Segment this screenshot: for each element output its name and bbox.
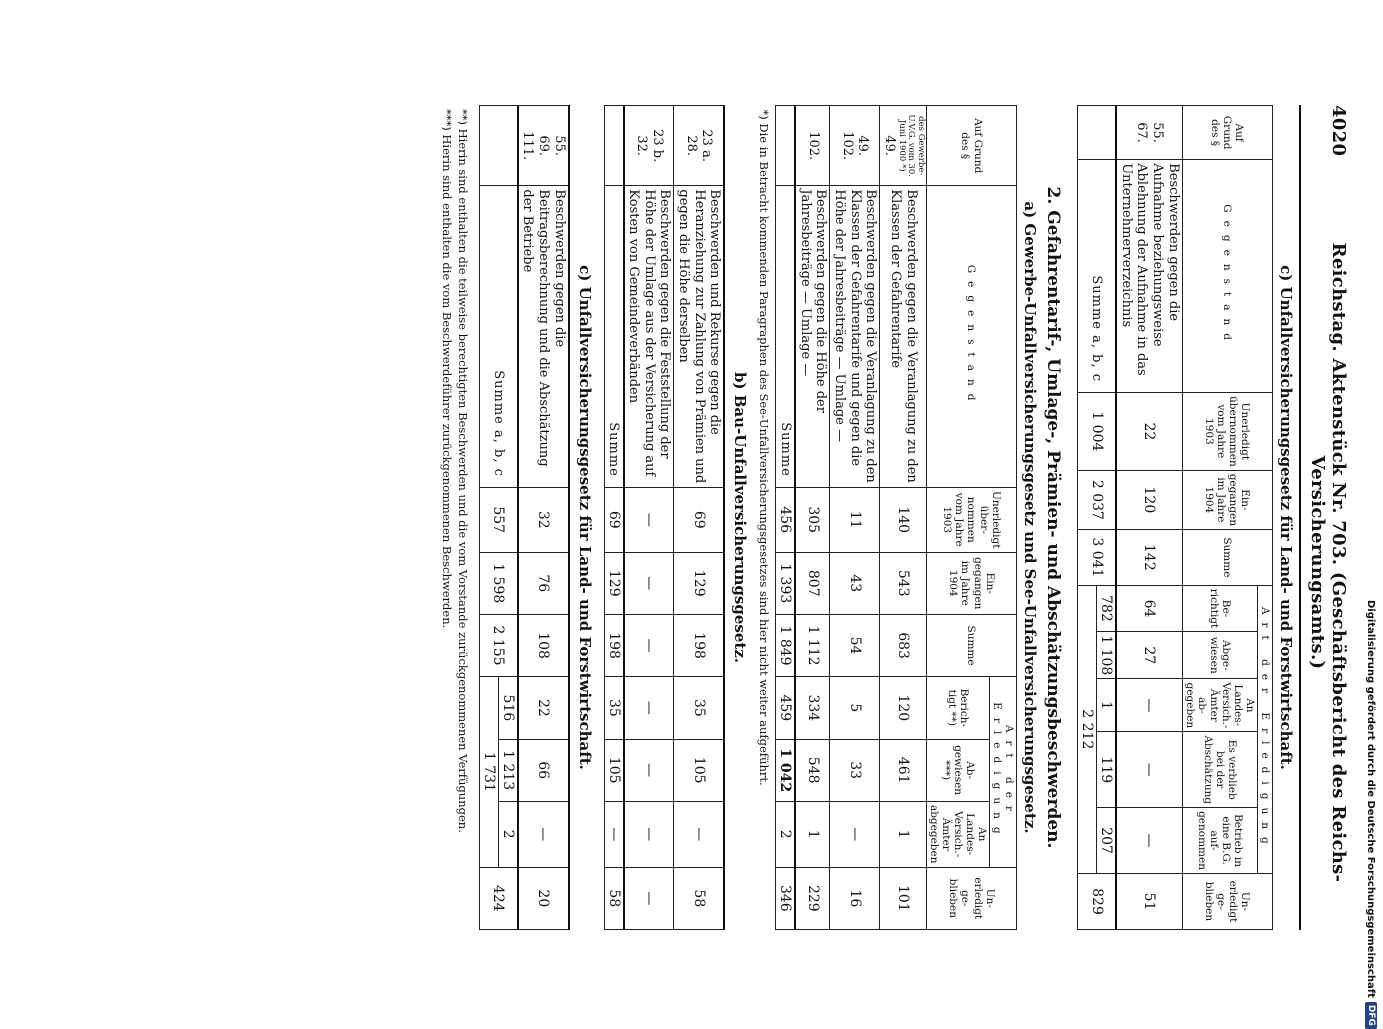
sum-landes: — (604, 801, 624, 867)
row-paragraph: 102. (795, 106, 830, 186)
header-rule (1299, 105, 1301, 930)
sum-summe: 198 (604, 614, 624, 676)
sum-label: Summe a, b, c (1078, 160, 1117, 393)
row-unerledigt: 32 (518, 487, 569, 552)
footnote-2star: **) Hierin sind enthalten die teilweise berechtigten Beschwerden und die vom Vorstande zurückgenommenen Verfügungen. (455, 109, 470, 833)
sum-unerledigt-end: 424 (479, 867, 518, 929)
row-unerledigt: 22 (1116, 393, 1182, 471)
row-subject: Beschwerden und Rekurse gegen die Heranziehung zur Zahlung von Prämien und gegen die Höhe derselben (674, 186, 724, 487)
row-eingegangen: 76 (518, 552, 569, 614)
row-summe: 198 (674, 614, 724, 676)
s2-col-unerledigt: Unerledigt über-nommen vom Jahre 1903 (926, 487, 1016, 552)
section2-heading: 2. Gefahrentarif-, Umlage-, Prämien- und Abschätzungsbeschwerden. (1043, 186, 1064, 849)
row-paragraph-note: des Gewerbe-U.V.G. vom 30. Juni 1900 *) (897, 114, 926, 177)
sum-eingegangen: 2 037 (1078, 470, 1117, 529)
row-unerledigt-end: 51 (1116, 873, 1182, 929)
row-berichtigt: 5 (830, 677, 880, 739)
sum-combined: 1 731 (479, 677, 498, 867)
row-paragraph: 23 b. 32. (624, 106, 674, 186)
row-abgewiesen: 548 (795, 739, 830, 801)
col-eingegangen: Ein-gegangen im Jahre 1904 (1182, 470, 1272, 529)
row-summe: 683 (880, 614, 927, 676)
sum-summe: 3 041 (1078, 530, 1117, 586)
row-abgewiesen: 461 (880, 739, 927, 801)
row-landes: — (518, 801, 569, 867)
sum-row-abc (498, 106, 518, 930)
row-subject: Beschwerden gegen die Beitragsberechnung und die Abschätzung der Betriebe (518, 186, 569, 487)
row-eingegangen: 543 (880, 552, 927, 614)
row-landes: — (674, 801, 724, 867)
row-eingegangen: 807 (795, 552, 830, 614)
row-unerledigt: 69 (674, 487, 724, 552)
table-row (880, 106, 927, 930)
row-abgewiesen: — (624, 739, 674, 801)
col-summe: Summe (1182, 530, 1272, 586)
sum-landes: 2 (776, 801, 796, 867)
s2-col-summe: Summe (926, 614, 1016, 676)
row-unerledigt: 140 (880, 487, 927, 552)
table-row (674, 106, 724, 930)
digitization-credit (1362, 0, 1380, 1026)
sum-betrieb: 207 (1097, 808, 1117, 874)
sum-combined: 2 212 (1078, 585, 1097, 873)
sum-summe: 1 849 (776, 614, 796, 676)
sum-abgewiesen: 1 108 (1097, 632, 1117, 679)
running-header (1307, 105, 1349, 930)
s2-col-group-art: Art der Erledigung (990, 677, 1017, 867)
sum-label: Summe (604, 186, 624, 487)
row-subject: Beschwerden gegen die Veranlagung zu den Klassen der Gefahrentarife (880, 186, 927, 487)
row-paragraph: 23 a. 28. (674, 106, 724, 186)
row-eingegangen: 120 (1116, 470, 1182, 529)
row-landes: — (624, 801, 674, 867)
row-unerledigt-end: — (624, 867, 674, 929)
col-unerledigt-end: Un-erledigt ge-blieben (1182, 873, 1272, 929)
header-title: Reichstag. Aktenstück Nr. 703. (Geschäftsbericht des Reichs-Versicherungsamts.) (1307, 242, 1349, 883)
sum-verblieb: 119 (1097, 732, 1117, 808)
sum-row-a (776, 106, 796, 930)
sum-unerledigt: 1 004 (1078, 393, 1117, 471)
row-berichtigt: 64 (1116, 585, 1182, 632)
sum-eingegangen: 1 393 (776, 552, 796, 614)
col-paragraph: Auf Grund des § (1182, 106, 1272, 160)
sum-unerledigt-end: 346 (776, 867, 796, 929)
section2-sub-c: c) Unfallversicherungsgesetz für Land- und Forstwirtschaft. (575, 265, 594, 770)
sum-berichtigt: 35 (604, 677, 624, 739)
row-paragraph: 55. 69. 111. (518, 106, 569, 186)
section2-table (479, 105, 1017, 930)
s2-col-paragraph: Auf Grund des § (926, 106, 1016, 186)
row-paragraph (880, 106, 927, 186)
footnotes (439, 109, 471, 930)
row-landes: 1 (880, 801, 927, 867)
page-number: 4020 (1328, 105, 1349, 157)
sum-landes: 2 (498, 801, 518, 867)
row-eingegangen: 129 (674, 552, 724, 614)
col-group-art: Art der Erledigung (1257, 585, 1272, 873)
row-unerledigt-end: 101 (880, 867, 927, 929)
col-landes: An Landes-Versich.-Ämter ab-gegeben (1182, 679, 1257, 732)
row-summe: 108 (518, 614, 569, 676)
section2-sub-b: b) Bau-Unfallversicherungsgesetz. (731, 371, 750, 664)
credit-text: Digitalisierung gefördert durch die Deutsche Forschungsgemeinschaft (1365, 600, 1377, 998)
sum-landes: 1 (1097, 679, 1117, 732)
row-berichtigt: 35 (674, 677, 724, 739)
row-unerledigt-end: 16 (830, 867, 880, 929)
row-unerledigt-end: 20 (518, 867, 569, 929)
col-unerledigt: Unerledigt übernommen vom Jahre 1903 (1182, 393, 1272, 471)
row-unerledigt: — (624, 487, 674, 552)
row-landes: 1 (795, 801, 830, 867)
sum-unerledigt: 456 (776, 487, 796, 552)
sum-abgewiesen: 105 (604, 739, 624, 801)
sum-unerledigt-end: 829 (1078, 873, 1117, 929)
row-paragraph-number: 49. (881, 135, 897, 157)
table-row (1116, 106, 1182, 930)
row-verblieb: — (1116, 732, 1182, 808)
row-eingegangen: — (624, 552, 674, 614)
col-berichtigt: Be-richtigt (1182, 585, 1257, 632)
sum-row-b (604, 106, 624, 930)
sum-summe: 2 155 (479, 614, 518, 676)
row-unerledigt: 11 (830, 487, 880, 552)
col-subject: Gegenstand (1182, 160, 1272, 393)
sum-eingegangen: 129 (604, 552, 624, 614)
sum-abgewiesen: 1 213 (498, 739, 518, 801)
sum-row (1097, 106, 1117, 930)
row-berichtigt: 120 (880, 677, 927, 739)
row-subject: Beschwerden gegen die Aufnahme beziehungsweise Ablehnung der Aufnahme in das Unternehmerverzeichnis (1116, 160, 1182, 393)
row-berichtigt: 22 (518, 677, 569, 739)
table-row (518, 106, 569, 930)
sum-unerledigt: 69 (604, 487, 624, 552)
sum-unerledigt-end: 58 (604, 867, 624, 929)
footnote-star: *) Die in Betracht kommenden Paragraphen des See-Unfallversicherungsgesetzes sind hier nicht weiter aufgeführt. (757, 109, 772, 786)
row-summe: 1 112 (795, 614, 830, 676)
sum-label: Summe a, b, c (479, 186, 518, 487)
row-eingegangen: 43 (830, 552, 880, 614)
s2-col-eingegangen: Ein-gegangen im Jahre 1904 (926, 552, 1016, 614)
row-berichtigt: — (624, 677, 674, 739)
row-subject: Beschwerden gegen die Veranlagung zu den Klassen der Gefahrentarife und gegen die Höhe der Jahresbeiträge — Umlage — (830, 186, 880, 487)
col-betrieb: Betrieb in eine B.G. auf-genommen (1182, 808, 1257, 874)
s2-col-berichtigt: Berich-tigt **) (926, 677, 989, 739)
sum-berichtigt: 459 (776, 677, 796, 739)
sum-eingegangen: 1 598 (479, 552, 518, 614)
row-paragraph: 55. 67. (1116, 106, 1182, 160)
row-summe: — (624, 614, 674, 676)
sum-unerledigt: 557 (479, 487, 518, 552)
col-abgewiesen: Abge-wiesen (1182, 632, 1257, 679)
row-landes: — (1116, 679, 1182, 732)
col-verblieb: Es verblieb bei der Abschätzung (1182, 732, 1257, 808)
sum-berichtigt: 516 (498, 677, 518, 739)
s2-col-landes: An Landes-Versich.-Ämter abgegeben (926, 801, 989, 867)
table-row (795, 106, 830, 930)
sum-label: Summe (776, 186, 796, 487)
section2-sub-a: a) Gewerbe-Unfallversicherungsgesetz und See-Unfallversicherungsgesetz. (1021, 201, 1040, 834)
row-abgewiesen: 66 (518, 739, 569, 801)
row-paragraph: 49. 102. (830, 106, 880, 186)
row-summe: 54 (830, 614, 880, 676)
top-section-heading: c) Unfallversicherungsgesetz für Land- und Forstwirtschaft. (1277, 265, 1295, 770)
table-row (624, 106, 674, 930)
s2-col-unerledigt-end: Un-erledigt ge-blieben (926, 867, 1016, 929)
row-abgewiesen: 33 (830, 739, 880, 801)
sum-berichtigt: 782 (1097, 585, 1117, 632)
row-summe: 142 (1116, 530, 1182, 586)
dfg-logo: DFG (1365, 1002, 1377, 1029)
row-abgewiesen: 27 (1116, 632, 1182, 679)
s2-col-subject: Gegenstand (926, 186, 1016, 487)
row-unerledigt-end: 229 (795, 867, 830, 929)
row-subject: Beschwerden gegen die Feststellung der Höhe der Umlage aus der Versicherung auf Kosten von Gemeindeverbänden (624, 186, 674, 487)
top-section-table (1077, 105, 1273, 930)
footnote-3star: ***) Hierin sind enthalten die vom Beschwerdeführer zurückgenommenen Beschwerden. (439, 109, 454, 629)
row-berichtigt: 334 (795, 677, 830, 739)
table-row (830, 106, 880, 930)
sum-abgewiesen: 1 042 (776, 739, 796, 801)
row-betrieb: — (1116, 808, 1182, 874)
row-subject: Beschwerden gegen die Höhe der Jahresbeiträge — Umlage — (795, 186, 830, 487)
row-unerledigt: 305 (795, 487, 830, 552)
row-abgewiesen: 105 (674, 739, 724, 801)
row-unerledigt-end: 58 (674, 867, 724, 929)
s2-col-abgewiesen: Ab-gewiesen ***) (926, 739, 989, 801)
row-landes: — (830, 801, 880, 867)
